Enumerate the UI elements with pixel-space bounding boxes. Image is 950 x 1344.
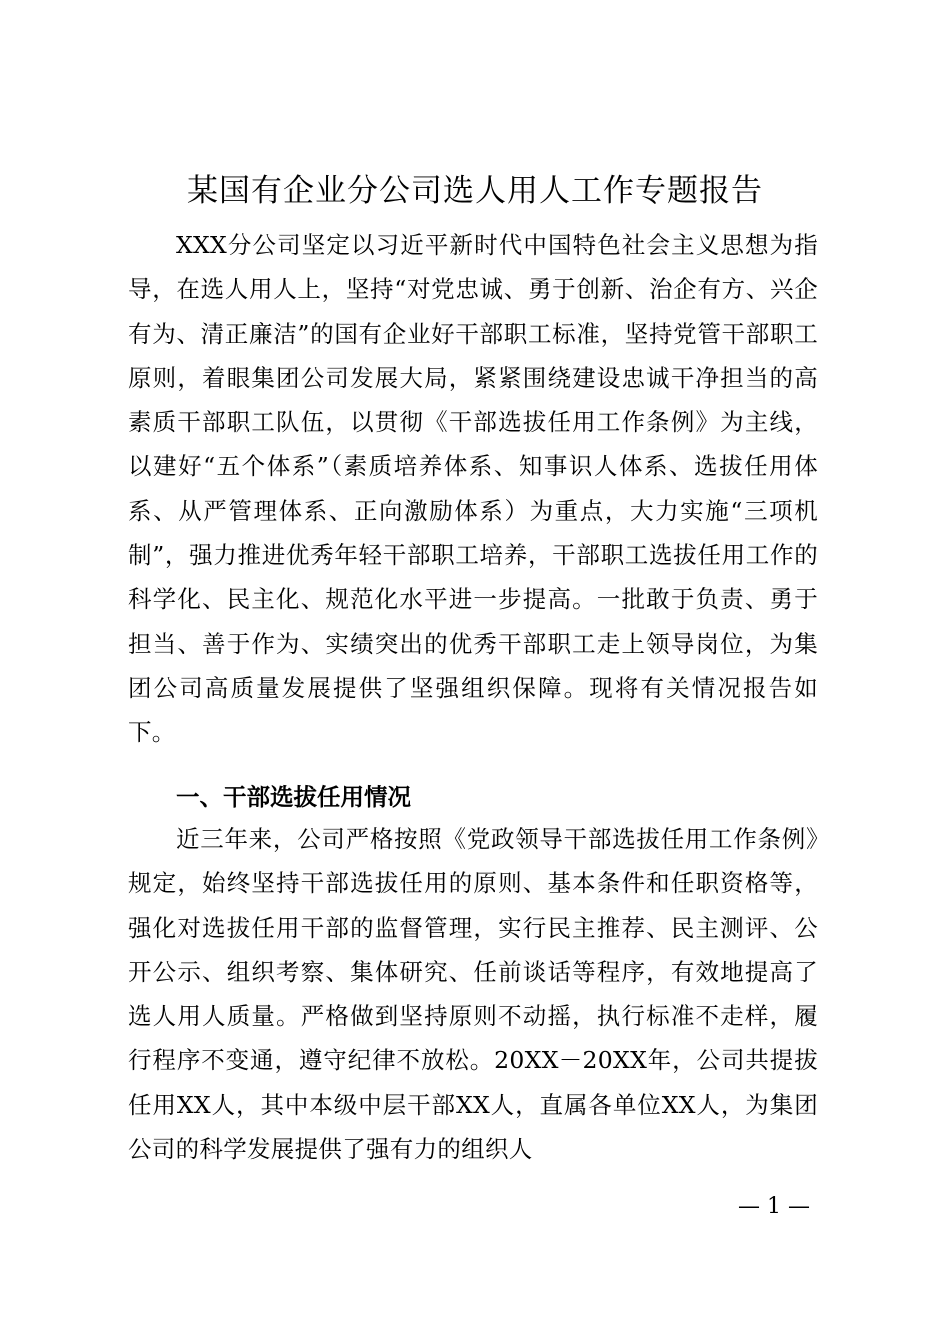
page-number: — 1 —	[738, 1194, 810, 1219]
intro-paragraph: XXX分公司坚定以习近平新时代中国特色社会主义思想为指导，在选人用人上，坚持“对党忠诚、勇于创新、治企有方、兴企有为、清正廉洁”的国有企业好干部职工标准，坚持党管干部职工原则，着眼集团公司发展大局，紧紧围绕建设忠诚干净担当的高素质干部职工队伍，以贯彻《干部选拔任用工作条例》为主线，以建好“五个体系”（素质培养体系、知事识人体系、选拔任用体系、从严管理体系、正向激励体系）为重点，大力实施“三项机制”，强力推进优秀年轻干部职工培养，干部职工选拔任用工作的科学化、民主化、规范化水平进一步提高。一批敢于负责、勇于担当、善于作为、实绩突出的优秀干部职工走上领导岗位，为集团公司高质量发展提供了坚强组织保障。现将有关情况报告如下。	[128, 231, 818, 747]
section-1-paragraph: 近三年来，公司严格按照《党政领导干部选拔任用工作条例》规定，始终坚持干部选拔任用的原则、基本条件和任职资格等，强化对选拔任用干部的监督管理，实行民主推荐、民主测评、公开公示、组织考察、集体研究、任前谈话等程序，有效地提高了选人用人质量。严格做到坚持原则不动摇，执行标准不走样，履行程序不变通，遵守纪律不放松。20XX－20XX年，公司共提拔任用XX人，其中本级中层干部XX人，直属各单位XX人，为集团公司的科学发展提供了强有力的组织人	[128, 825, 818, 1164]
section-heading-1: 一、干部选拔任用情况	[176, 783, 411, 811]
document-title: 某国有企业分公司选人用人工作专题报告	[187, 173, 763, 209]
